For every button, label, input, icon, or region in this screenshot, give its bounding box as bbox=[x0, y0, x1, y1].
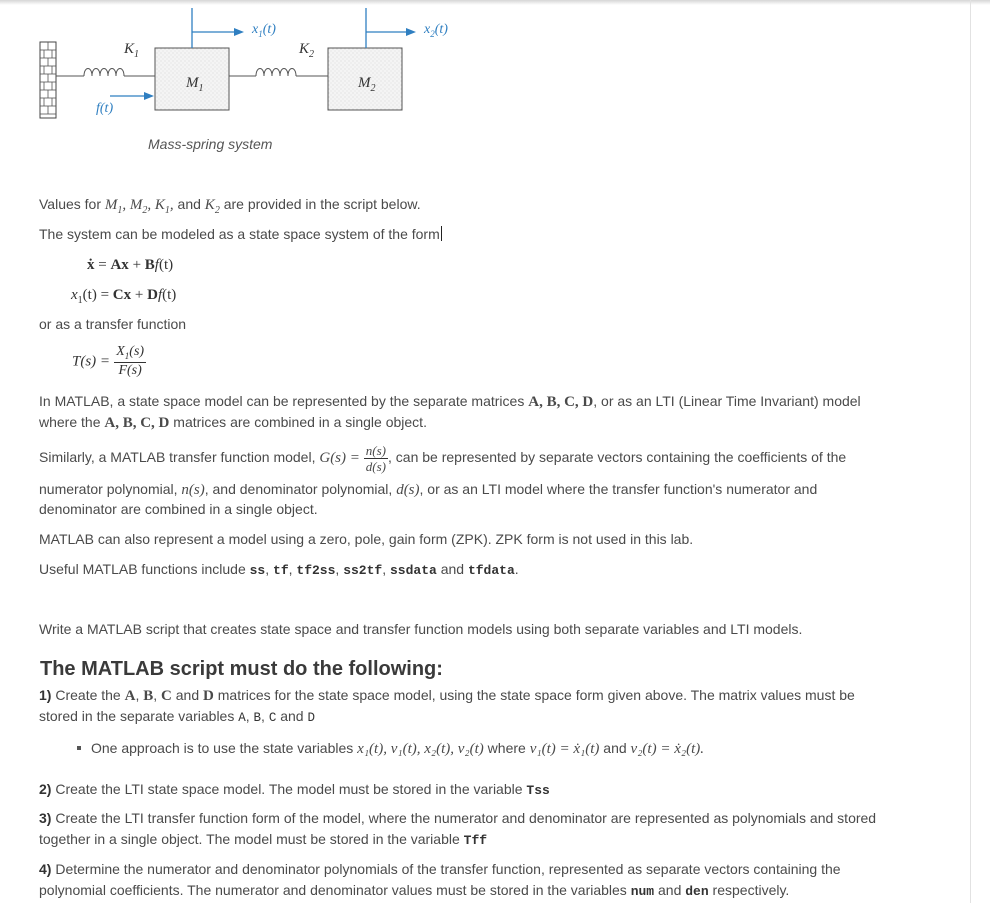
requirements-heading: The MATLAB script must do the following: bbox=[40, 658, 443, 680]
func-ss: ss bbox=[249, 563, 266, 578]
label-x2: $x_2(t)$ bbox=[424, 22, 448, 39]
values-line: Values for $M_1$, $M_2$, $K_1$, and $K_2$ are provided in the script below. bbox=[39, 196, 421, 216]
spring-k1 bbox=[56, 69, 155, 77]
requirement-3-line1: 3) Create the LTI transfer function form of the model, where the numerator and denominator are represented as polynomials and stored bbox=[39, 810, 877, 826]
paragraph-task: Write a MATLAB script that creates state space and transfer function models using both separate variables and LTI models. bbox=[39, 621, 803, 637]
text-cursor bbox=[441, 226, 442, 241]
transfer-intro: or as a transfer function bbox=[39, 316, 187, 332]
label-m2: $M_2$ bbox=[358, 75, 376, 94]
func-tfdata: tfdata bbox=[467, 563, 515, 578]
spring-k2 bbox=[229, 69, 328, 77]
requirement-4-line2: polynomial coefficients. The numerator and denominator values must be stored in the variables num and den respectively. bbox=[39, 882, 790, 899]
paragraph-matrices-1: In MATLAB, a state space model can be represented by the separate matrices A, B, C, D, or as an LTI (Linear Time Invariant) model bbox=[39, 393, 861, 410]
paragraph-tf-2: numerator polynomial, n(s), and denominator polynomial, d(s), or as an LTI model where the transfer function's numerator and bbox=[39, 481, 818, 498]
requirement-4-line1: 4) Determine the numerator and denominator polynomials of the transfer function, represented as separate vectors containing the bbox=[39, 861, 841, 877]
paragraph-zpk: MATLAB can also represent a model using a zero, pole, gain form (ZPK). ZPK form is not used in this lab. bbox=[39, 531, 694, 547]
func-ss2tf: ss2tf bbox=[343, 563, 383, 578]
func-ssdata: ssdata bbox=[390, 563, 437, 578]
paragraph-tf-1: Similarly, a MATLAB transfer function model, G(s) = $\frac{n(s)}{d(s)}$ , can be represented by separate vectors containing the coefficients of the bbox=[39, 443, 847, 474]
diagram-caption: Mass-spring system bbox=[148, 136, 273, 152]
requirement-1-line2: stored in the separate variables A, B, C and D bbox=[39, 708, 315, 725]
requirement-2: 2) Create the LTI state space model. The model must be stored in the variable Tss bbox=[39, 781, 550, 798]
label-k1: $K_1$ bbox=[124, 41, 140, 60]
force-arrow bbox=[110, 92, 154, 100]
wall bbox=[40, 42, 56, 118]
x2-arrow bbox=[366, 8, 416, 48]
func-tf2ss: tf2ss bbox=[296, 563, 336, 578]
label-x1: $x_1(t)$ bbox=[252, 22, 276, 39]
paragraph-functions: Useful MATLAB functions include ss, tf, tf2ss, ss2tf, ssdata and tfdata. bbox=[39, 561, 519, 578]
label-force: f(t) bbox=[96, 101, 114, 116]
scrollbar-track[interactable] bbox=[970, 0, 971, 903]
x1-arrow bbox=[192, 8, 244, 48]
model-line: The system can be modeled as a state space system of the form bbox=[39, 226, 440, 242]
func-tf: tf bbox=[273, 563, 289, 578]
state-equation: ẋ = Ax + Bf(t) bbox=[87, 257, 174, 273]
requirement-1-bullet: One approach is to use the state variables x₁(t), v₁(t), x₂(t), v₂(t) where v₁(t) = ẋ₁(t) and v₂(t) = ẋ₂(t). bbox=[91, 740, 704, 757]
label-m1: $M_1$ bbox=[186, 75, 204, 94]
paragraph-matrices-2: where the A, B, C, D matrices are combined in a single object. bbox=[39, 414, 427, 431]
requirement-3-line2: together in a single object. The model must be stored in the variable Tff bbox=[39, 831, 488, 848]
bullet-marker bbox=[77, 746, 81, 750]
label-k2: $K_2$ bbox=[299, 41, 315, 60]
output-equation: $x_1(t) = Cx + Df(t)$ bbox=[71, 287, 177, 306]
paragraph-tf-3: denominator are combined in a single object. bbox=[39, 501, 318, 517]
transfer-equation: T(s) = $\frac{X_1(s)}{F(s)}$ bbox=[72, 344, 145, 378]
requirement-1-line1: 1) Create the A, B, C and D matrices for the state space model, using the state space form given above. The matrix values must be bbox=[39, 687, 855, 704]
